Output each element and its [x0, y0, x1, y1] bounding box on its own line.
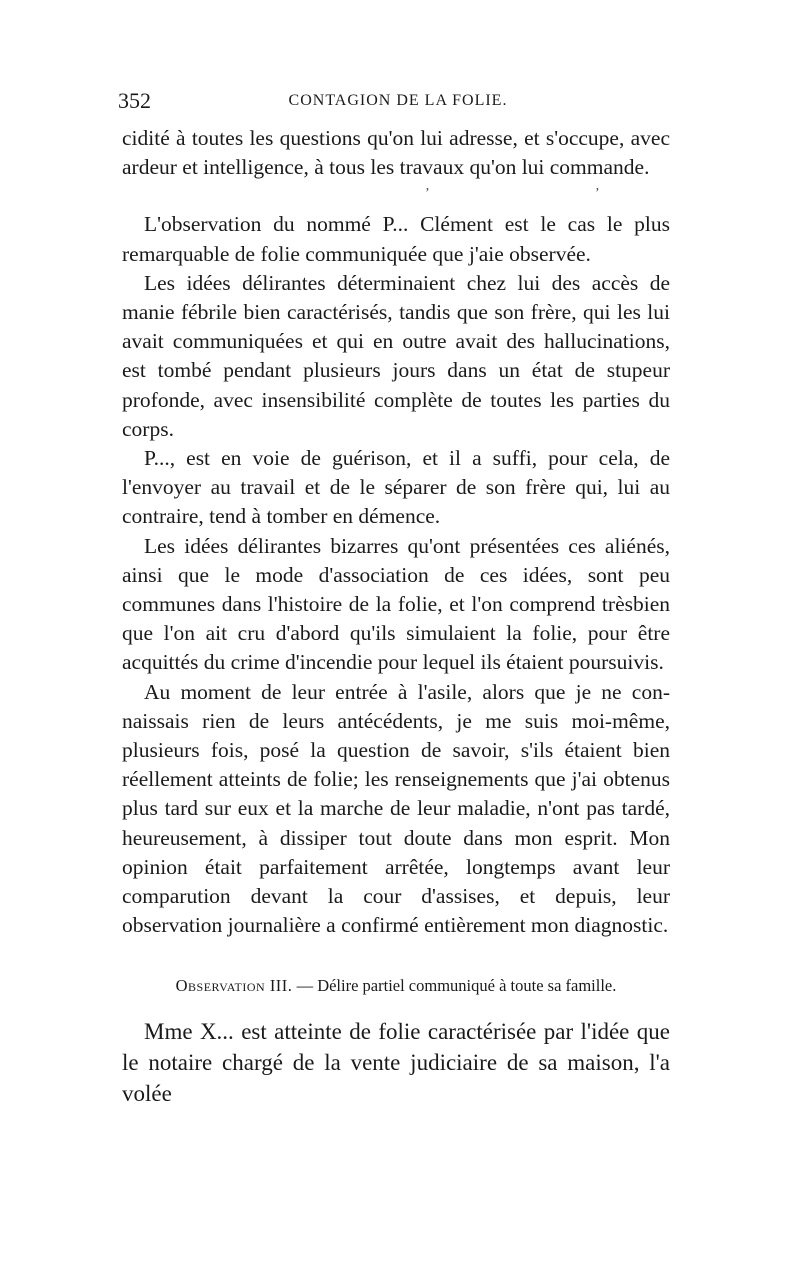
page-header — [118, 88, 678, 118]
paragraph-continued: cidité à toutes les questions qu'on lui adresse, et s'occupe, avec ardeur et intelligence, à tous les travaux qu'on lui commande. — [122, 126, 670, 180]
printer-marks — [122, 182, 670, 210]
paragraph: L'observation du nommé P... Clément est le cas le plus remarquable de folie communiquée que j'aie observée. — [122, 212, 670, 266]
paragraph: Les idées délirantes déterminaient chez lui des accès de manie fébrile bien caractérisés, tandis que son frère, qui les lui avait communiquées et qui en outre avait des hallucinations, est tombé pendant plusieurs jours dans un état de stupeur profonde, avec insensibilité complète de toutes les parties du corps. — [122, 270, 670, 441]
page-number: 352 — [118, 88, 151, 113]
running-title: CONTAGION DE LA FOLIE. — [288, 92, 508, 109]
stray-mark: ʼ — [425, 186, 430, 202]
stray-mark: ʼ — [595, 186, 600, 202]
observation-heading — [122, 976, 670, 996]
paragraph: P..., est en voie de guérison, et il a suffi, pour cela, de l'envoyer au travail et de le séparer de son frère qui, lui au contraire, tend à tomber en démence. — [122, 446, 670, 529]
observation-label: Observation III. — [175, 976, 293, 996]
observation-title: — Délire partiel communiqué à toute sa famille. — [292, 976, 617, 996]
paragraph: Mme X... est atteinte de folie caractérisée par l'idée que le notaire chargé de la vente judiciaire de sa maison, l'a volée — [122, 1019, 670, 1107]
paragraph: Les idées délirantes bizarres qu'ont présentées ces aliénés, ainsi que le mode d'association de ces idées, sont peu communes dans l'histoire de la folie, et l'on comprend trèsbien que l'on ait cru d'abord qu'ils simulaient la folie, pour être acquittés du crime d'incendie pour lequel ils étaient poursuivis. — [122, 533, 670, 675]
body-text — [122, 124, 670, 1109]
paragraph: Au moment de leur entrée à l'asile, alors que je ne connaissais rien de leurs antécédents, je me suis moi-même, plusieurs fois, posé la question de savoir, s'ils étaient bien réellement atteints de folie; les renseignements que j'ai obtenus plus tard sur eux et la marche de leur maladie, n'ont pas tardé, heureusement, à dissiper tout doute dans mon esprit. Mon opinion était parfaitement arrêtée, longtemps avant leur comparution devant la cour d'assises, et depuis, leur observation journalière a confirmé entièrement mon diagnostic. — [122, 679, 670, 938]
